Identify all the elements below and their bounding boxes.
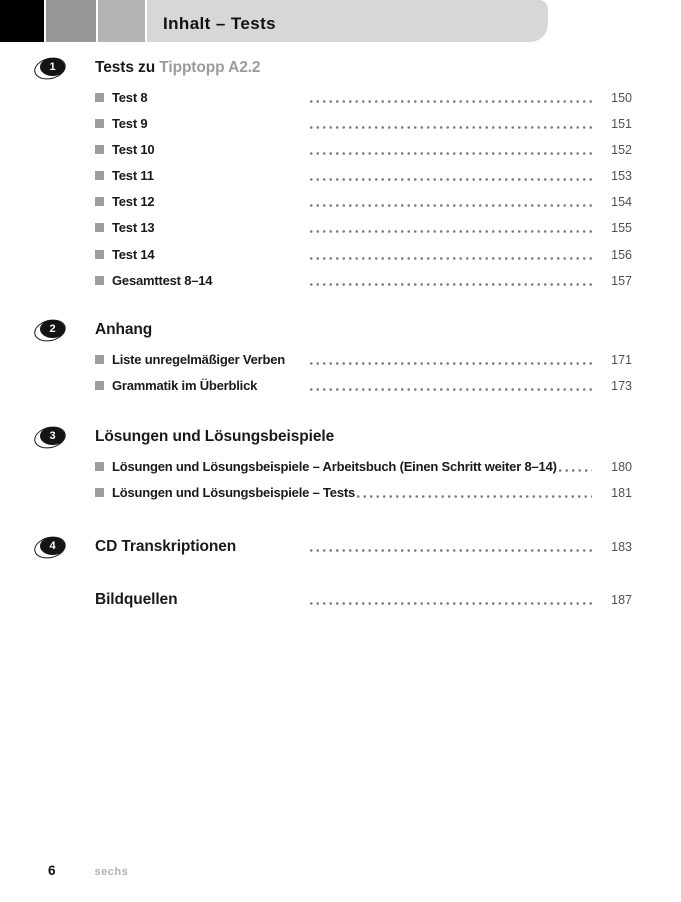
toc-item-page-number: 180 [611,459,632,474]
section-title [95,57,308,79]
square-bullet-icon [95,488,104,497]
toc-item-label: Test 9 [112,116,148,132]
dotted-leader [310,602,592,605]
square-bullet-icon [95,381,104,390]
section-title [95,536,308,558]
toc-item-label: Lösungen und Lösungsbeispiele – Arbeitsbuch (Einen Schritt weiter 8–14) [112,458,557,474]
section-number-badge [40,537,65,555]
dotted-leader [310,230,592,233]
toc-item [95,247,632,273]
toc-section [36,589,632,613]
toc-item-label: Test 13 [112,220,155,236]
dotted-leader [310,126,592,129]
section-items [95,352,632,404]
section-number: 1 [49,61,56,73]
toc-section [36,319,632,404]
square-bullet-icon [95,197,104,206]
toc-item [95,90,632,116]
toc-item-page-number: 181 [611,486,632,501]
toc-item-page-number: 153 [611,169,632,184]
section-page-number: 187 [611,593,632,608]
dotted-leader [310,362,592,365]
section-badge-column [36,57,95,76]
toc-item [95,116,632,142]
toc-item-page-number: 155 [611,221,632,236]
header-title-bar [147,0,548,42]
square-bullet-icon [95,250,104,259]
dotted-leader [310,100,592,103]
section-title [95,426,334,448]
toc-section-heading [36,536,632,560]
toc-item [95,273,632,299]
toc-item [95,352,632,378]
dotted-leader [559,469,592,472]
square-bullet-icon [95,462,104,471]
page-footer [48,863,128,878]
section-items [95,459,632,511]
dotted-leader [310,549,592,552]
section-badge-column [36,536,95,555]
section-badge-column [36,589,95,608]
square-bullet-icon [95,119,104,128]
dotted-leader [310,283,592,286]
toc-section-heading [36,319,632,343]
toc-item [95,459,632,485]
section-badge-column [36,319,95,338]
section-title-black: CD Transkriptionen [95,538,237,556]
section-items [95,90,632,299]
toc-section-heading [36,589,632,613]
toc-item-label: Test 10 [112,142,155,158]
section-number: 4 [49,540,56,553]
section-number: 2 [49,322,56,335]
section-heading-row [95,426,632,450]
toc-item-label: Test 8 [112,90,148,105]
toc-item-page-number: 171 [611,352,632,367]
section-title [95,319,308,341]
dotted-leader [357,495,592,498]
section-heading-row [95,319,632,343]
dotted-leader [310,257,592,260]
square-bullet-icon [95,276,104,285]
toc-section [36,536,632,560]
toc-item-page-number: 156 [611,247,632,262]
toc-item-page-number: 157 [611,273,632,288]
dotted-leader [310,152,592,155]
dotted-leader [310,388,592,391]
footer-page-word: sechs [94,866,129,878]
toc-section-heading [36,57,632,81]
toc-section-heading [36,426,632,450]
section-number-badge [40,427,65,445]
toc-item-label: Test 12 [112,194,155,210]
toc-item [95,220,632,246]
section-heading-row [95,536,632,560]
dotted-leader [310,178,592,181]
toc-item [95,194,632,220]
section-title-black: Tests zu [95,59,160,76]
section-title-black: Bildquellen [95,591,178,609]
toc-item-page-number: 154 [611,195,632,210]
section-heading-row [95,589,632,613]
page-header [0,0,681,42]
header-block-black [0,0,44,42]
header-block-gray-light [98,0,145,42]
section-title-black: Lösungen und Lösungsbeispiele [95,427,335,445]
toc-item-label: Liste unregelmäßiger Verben [112,351,286,367]
toc-item-label: Grammatik im Überblick [112,377,258,393]
section-title-gray: Tipptopp A2.2 [159,59,261,76]
toc-item-label: Test 14 [112,246,155,262]
section-page-number: 183 [611,540,632,555]
square-bullet-icon [95,145,104,154]
square-bullet-icon [95,171,104,180]
toc-item-page-number: 152 [611,143,632,158]
toc-item-label: Test 11 [112,168,154,184]
toc-item-label: Gesamttest 8–14 [112,272,213,288]
section-number-badge [40,58,65,76]
section-number-badge [40,320,65,338]
section-badge-column [36,426,95,445]
toc-item [95,378,632,404]
toc-section [36,426,632,511]
toc-item-label: Lösungen und Lösungsbeispiele – Tests [112,485,356,501]
footer-page-number: 6 [48,863,56,878]
dotted-leader [310,204,592,207]
section-heading-row [95,57,632,81]
toc-item-page-number: 150 [611,91,632,105]
section-title-black: Anhang [95,320,153,338]
section-number: 3 [49,429,56,442]
toc-item-page-number: 151 [611,117,632,132]
table-of-contents [0,42,681,613]
square-bullet-icon [95,223,104,232]
header-block-gray-dark [46,0,96,42]
toc-item [95,485,632,511]
toc-item [95,142,632,168]
toc-section [36,57,632,299]
section-title [95,589,308,611]
page-title: Inhalt – Tests [163,14,276,33]
square-bullet-icon [95,93,104,102]
toc-item [95,168,632,194]
square-bullet-icon [95,355,104,364]
toc-item-page-number: 173 [611,378,632,393]
